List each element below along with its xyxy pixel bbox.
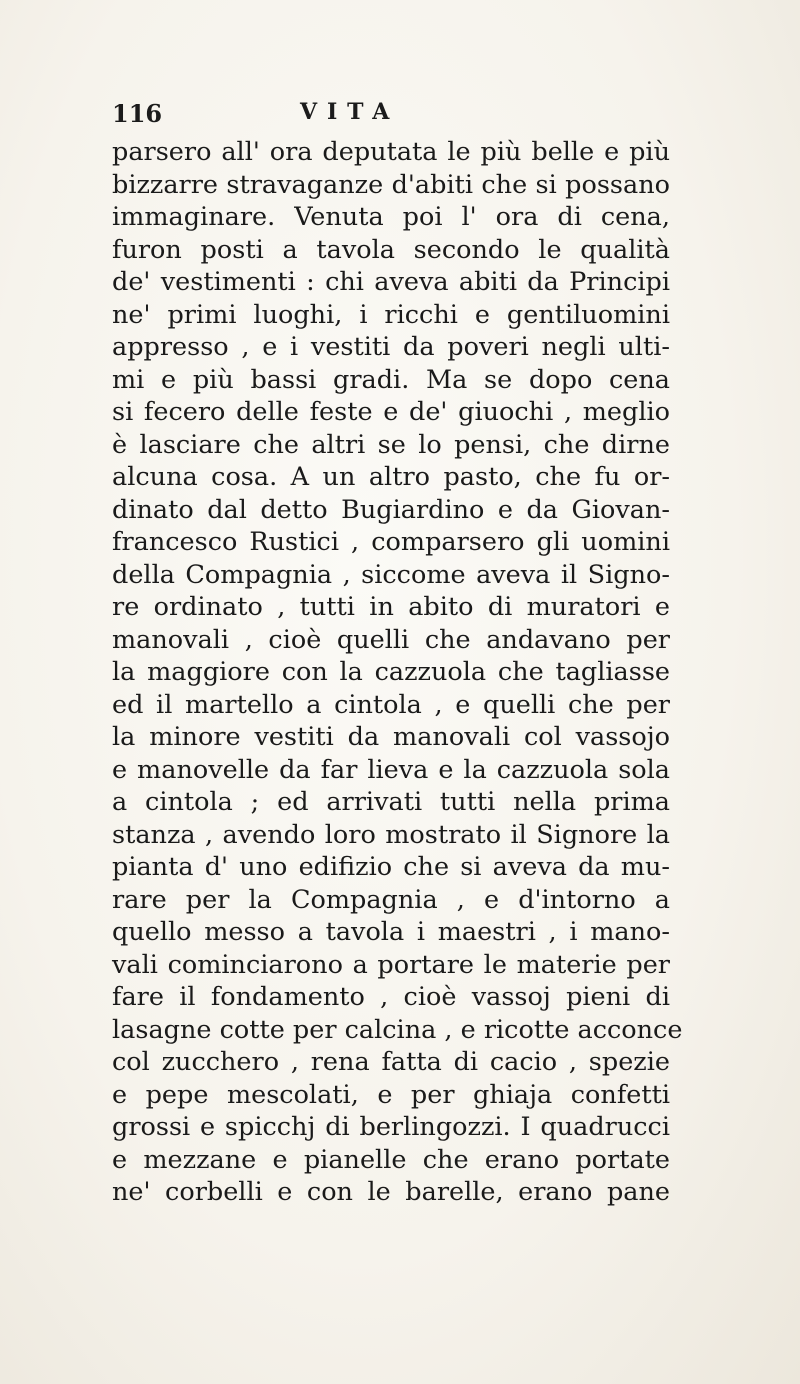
text-line: lasagne cotte per calcina , e ricotte acconce xyxy=(112,1014,683,1045)
text-line: francesco Rustici , comparsero gli uomini xyxy=(112,527,670,557)
page-number: 116 xyxy=(112,99,163,128)
text-line: grossi e spicchj di berlingozzi. I quadrucci xyxy=(112,1112,670,1142)
text-line: ed il martello a cintola , e quelli che per xyxy=(112,689,670,720)
text-line: vali cominciarono a portare le materie per xyxy=(112,949,670,980)
text-line: furon posti a tavola secondo le qualità xyxy=(112,234,670,265)
text-line: la maggiore con la cazzuola che tagliasse xyxy=(112,657,670,687)
text-line: parsero all' ora deputata le più belle e più xyxy=(112,137,670,167)
text-line: e manovelle da far lieva e la cazzuola sola xyxy=(112,754,670,785)
text-line: manovali , cioè quelli che andavano per xyxy=(112,624,670,655)
text-line: si fecero delle feste e de' giuochi , meglio xyxy=(112,397,670,427)
body-text xyxy=(112,136,683,1209)
text-line: alcuna cosa. A un altro pasto, che fu or- xyxy=(112,462,670,492)
text-line: fare il fondamento , cioè vassoj pieni di xyxy=(112,982,670,1012)
page-header xyxy=(112,99,672,139)
text-line: ne' corbelli e con le barelle, erano pane xyxy=(112,1177,670,1207)
text-line: a cintola ; ed arrivati tutti nella prima xyxy=(112,787,670,817)
text-line: ne' primi luoghi, i ricchi e gentiluomini xyxy=(112,299,670,330)
text-line: re ordinato , tutti in abito di muratori e xyxy=(112,592,670,622)
text-line: de' vestimenti : chi aveva abiti da Principi xyxy=(112,267,670,297)
text-line: col zucchero , rena fatta di cacio , spezie xyxy=(112,1047,670,1077)
text-line: della Compagnia , siccome aveva il Signo- xyxy=(112,559,670,590)
text-line: rare per la Compagnia , e d'intorno a xyxy=(112,884,670,915)
text-line: la minore vestiti da manovali col vassojo xyxy=(112,722,670,752)
text-line: e pepe mescolati, e per ghiaja confetti xyxy=(112,1079,670,1110)
text-line: è lasciare che altri se lo pensi, che dirne xyxy=(112,429,670,460)
text-line: pianta d' uno edifizio che si aveva da mu- xyxy=(112,852,670,882)
text-line: dinato dal detto Bugiardino e da Giovan- xyxy=(112,494,670,525)
text-line: appresso , e i vestiti da poveri negli ulti- xyxy=(112,332,670,362)
text-line: quello messo a tavola i maestri , i mano- xyxy=(112,917,670,947)
text-line: bizzarre stravaganze d'abiti che si possano xyxy=(112,169,670,200)
text-line: immaginare. Venuta poi l' ora di cena, xyxy=(112,202,670,232)
text-line: mi e più bassi gradi. Ma se dopo cena xyxy=(112,364,670,395)
text-line: stanza , avendo loro mostrato il Signore la xyxy=(112,819,670,850)
running-head: VITA xyxy=(300,99,400,125)
text-line: e mezzane e pianelle che erano portate xyxy=(112,1144,670,1175)
